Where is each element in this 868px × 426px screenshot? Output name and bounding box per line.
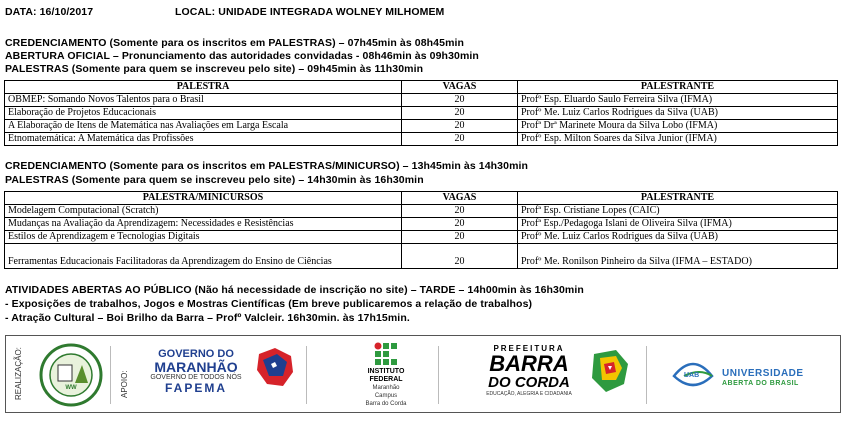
- palestra-cell: OBMEP: Somando Novos Talentos para o Brasil: [5, 94, 402, 107]
- table-row: [5, 133, 838, 146]
- if-line5: Barra do Corda: [365, 401, 407, 407]
- fapema-text: FAPEMA: [164, 381, 227, 395]
- palestra-cell: Mudanças na Avaliação da Aprendizagem: Necessidades e Resistências: [5, 218, 402, 231]
- palestrante-cell: Profª Esp. Cristiane Lopes (CAIC): [518, 205, 838, 218]
- col-palestrante-header: PALESTRANTE: [518, 192, 838, 205]
- table-row: [5, 244, 838, 269]
- if-line1: INSTITUTO: [367, 368, 405, 375]
- svg-text:WW: WW: [65, 385, 77, 391]
- gov-line2: MARANHÃO: [154, 359, 238, 375]
- col-palestrante-header: PALESTRANTE: [518, 81, 838, 94]
- event-location: LOCAL: UNIDADE INTEGRADA WOLNEY MILHOMEM: [175, 6, 445, 18]
- barra-map-icon: [586, 348, 632, 394]
- divider: [646, 346, 647, 404]
- governo-maranhao-logo: [136, 348, 256, 395]
- univ-line2: ABERTA DO BRASIL: [722, 380, 799, 387]
- col-vagas-header: VAGAS: [402, 192, 518, 205]
- palestrante-cell: Profº Esp. Milton Soares da Silva Junior (IFMA): [518, 133, 838, 146]
- palestrante-cell: Profª Esp./Pedagoga Islani de Oliveira Silva (IFMA): [518, 218, 838, 231]
- palestra-cell: Etnomatemática: A Matemática das Profissões: [5, 133, 402, 146]
- table-row: [5, 120, 838, 133]
- univ-line1: UNIVERSIDADE: [722, 368, 804, 379]
- table-row: [5, 94, 838, 107]
- morning-table: [4, 80, 838, 146]
- activities-item-atracao: - Atração Cultural – Boi Brilho da Barra – Profº Valcleir. 16h30min. às 17h15min.: [5, 312, 410, 324]
- palestrante-cell: Profº Me. Luiz Carlos Rodrigues da Silva (UAB): [518, 231, 838, 244]
- palestra-cell: Modelagem Computacional (Scratch): [5, 205, 402, 218]
- maranhao-map-icon: [253, 346, 297, 390]
- vagas-cell: 20: [402, 218, 518, 231]
- palestra-cell: Estilos de Aprendizagem e Tecnologias Digitais: [5, 231, 402, 244]
- realizacao-label: REALIZAÇÃO:: [14, 347, 23, 400]
- palestra-cell: A Elaboração de Itens de Matemática nas Avaliações em Larga Escala: [5, 120, 402, 133]
- vagas-cell: 20: [402, 205, 518, 218]
- school-seal-logo: [38, 343, 104, 407]
- uab-text: UAB: [684, 372, 700, 379]
- gov-line3: GOVERNO DE TODOS NÓS: [150, 374, 242, 381]
- palestrante-cell: Profº Esp. Eluardo Saulo Ferreira Silva (IFMA): [518, 94, 838, 107]
- palestrante-cell: Profº Me. Luiz Carlos Rodrigues da Silva (UAB): [518, 107, 838, 120]
- table-row: [5, 107, 838, 120]
- event-date: DATA: 16/10/2017: [5, 6, 94, 18]
- corda-text: DO CORDA: [488, 374, 570, 391]
- if-text: [351, 368, 421, 408]
- afternoon-palestras-heading: PALESTRAS (Somente para quem se inscreveu pelo site) – 14h30min às 16h30min: [5, 174, 424, 186]
- palestra-cell: Ferramentas Educacionais Facilitadoras da Aprendizagem do Ensino de Ciências: [5, 244, 402, 269]
- col-vagas-header: VAGAS: [402, 81, 518, 94]
- table-row: [5, 218, 838, 231]
- gov-line1: GOVERNO DO: [158, 348, 234, 360]
- sponsor-banner: [5, 335, 841, 413]
- vagas-cell: 20: [402, 244, 518, 269]
- vagas-cell: 20: [402, 94, 518, 107]
- palestra-cell: Elaboração de Projetos Educacionais: [5, 107, 402, 120]
- table-row: [5, 231, 838, 244]
- apoio-label: APOIO:: [120, 370, 129, 398]
- pref-subtitle: EDUCAÇÃO, ALEGRIA E CIDADANIA: [486, 391, 572, 397]
- prefeitura-barra-logo: [474, 345, 584, 397]
- palestrante-cell: Profª Drª Marinete Moura da Silva Lobo (IFMA): [518, 120, 838, 133]
- afternoon-table: [4, 191, 838, 269]
- morning-palestras-heading: PALESTRAS (Somente para quem se inscreveu pelo site) – 09h45min às 11h30min: [5, 63, 424, 75]
- vagas-cell: 20: [402, 231, 518, 244]
- col-palestra-header: PALESTRA: [5, 81, 402, 94]
- divider: [306, 346, 307, 404]
- vagas-cell: 20: [402, 107, 518, 120]
- vagas-cell: 20: [402, 133, 518, 146]
- activities-heading: ATIVIDADES ABERTAS AO PÚBLICO (Não há necessidade de inscrição no site) – TARDE – 14h00min às 16h30min: [5, 284, 584, 296]
- if-logo-icon: [374, 342, 398, 366]
- if-line3: Maranhão: [372, 385, 400, 391]
- afternoon-credenciamento: CREDENCIAMENTO (Somente para os inscritos em PALESTRAS/MINICURSO) – 13h45min às 14h30min: [5, 160, 529, 172]
- table-header-row: [5, 81, 838, 94]
- if-line4: Campus: [374, 393, 398, 399]
- palestrante-cell: Profº Me. Ronilson Pinheiro da Silva (IFMA – ESTADO): [518, 244, 838, 269]
- morning-credenciamento: CREDENCIAMENTO (Somente para os inscritos em PALESTRAS) – 07h45min às 08h45min: [5, 37, 465, 49]
- pref-text: PREFEITURA: [493, 344, 565, 353]
- abertura-oficial: ABERTURA OFICIAL – Pronunciamento das autoridades convidadas - 08h46min às 09h30min: [5, 50, 479, 62]
- col-palestra-header: PALESTRA/MINICURSOS: [5, 192, 402, 205]
- if-line2: FEDERAL: [369, 376, 403, 383]
- uab-university-text: [722, 369, 804, 389]
- table-row: [5, 205, 838, 218]
- table-header-row: [5, 192, 838, 205]
- vagas-cell: 20: [402, 120, 518, 133]
- divider: [110, 346, 111, 404]
- divider: [438, 346, 439, 404]
- barra-text: BARRA: [489, 351, 569, 376]
- activities-item-exposicoes: - Exposições de trabalhos, Jogos e Mostras Científicas (Em breve publicaremos a relação de trabalhos): [5, 298, 533, 310]
